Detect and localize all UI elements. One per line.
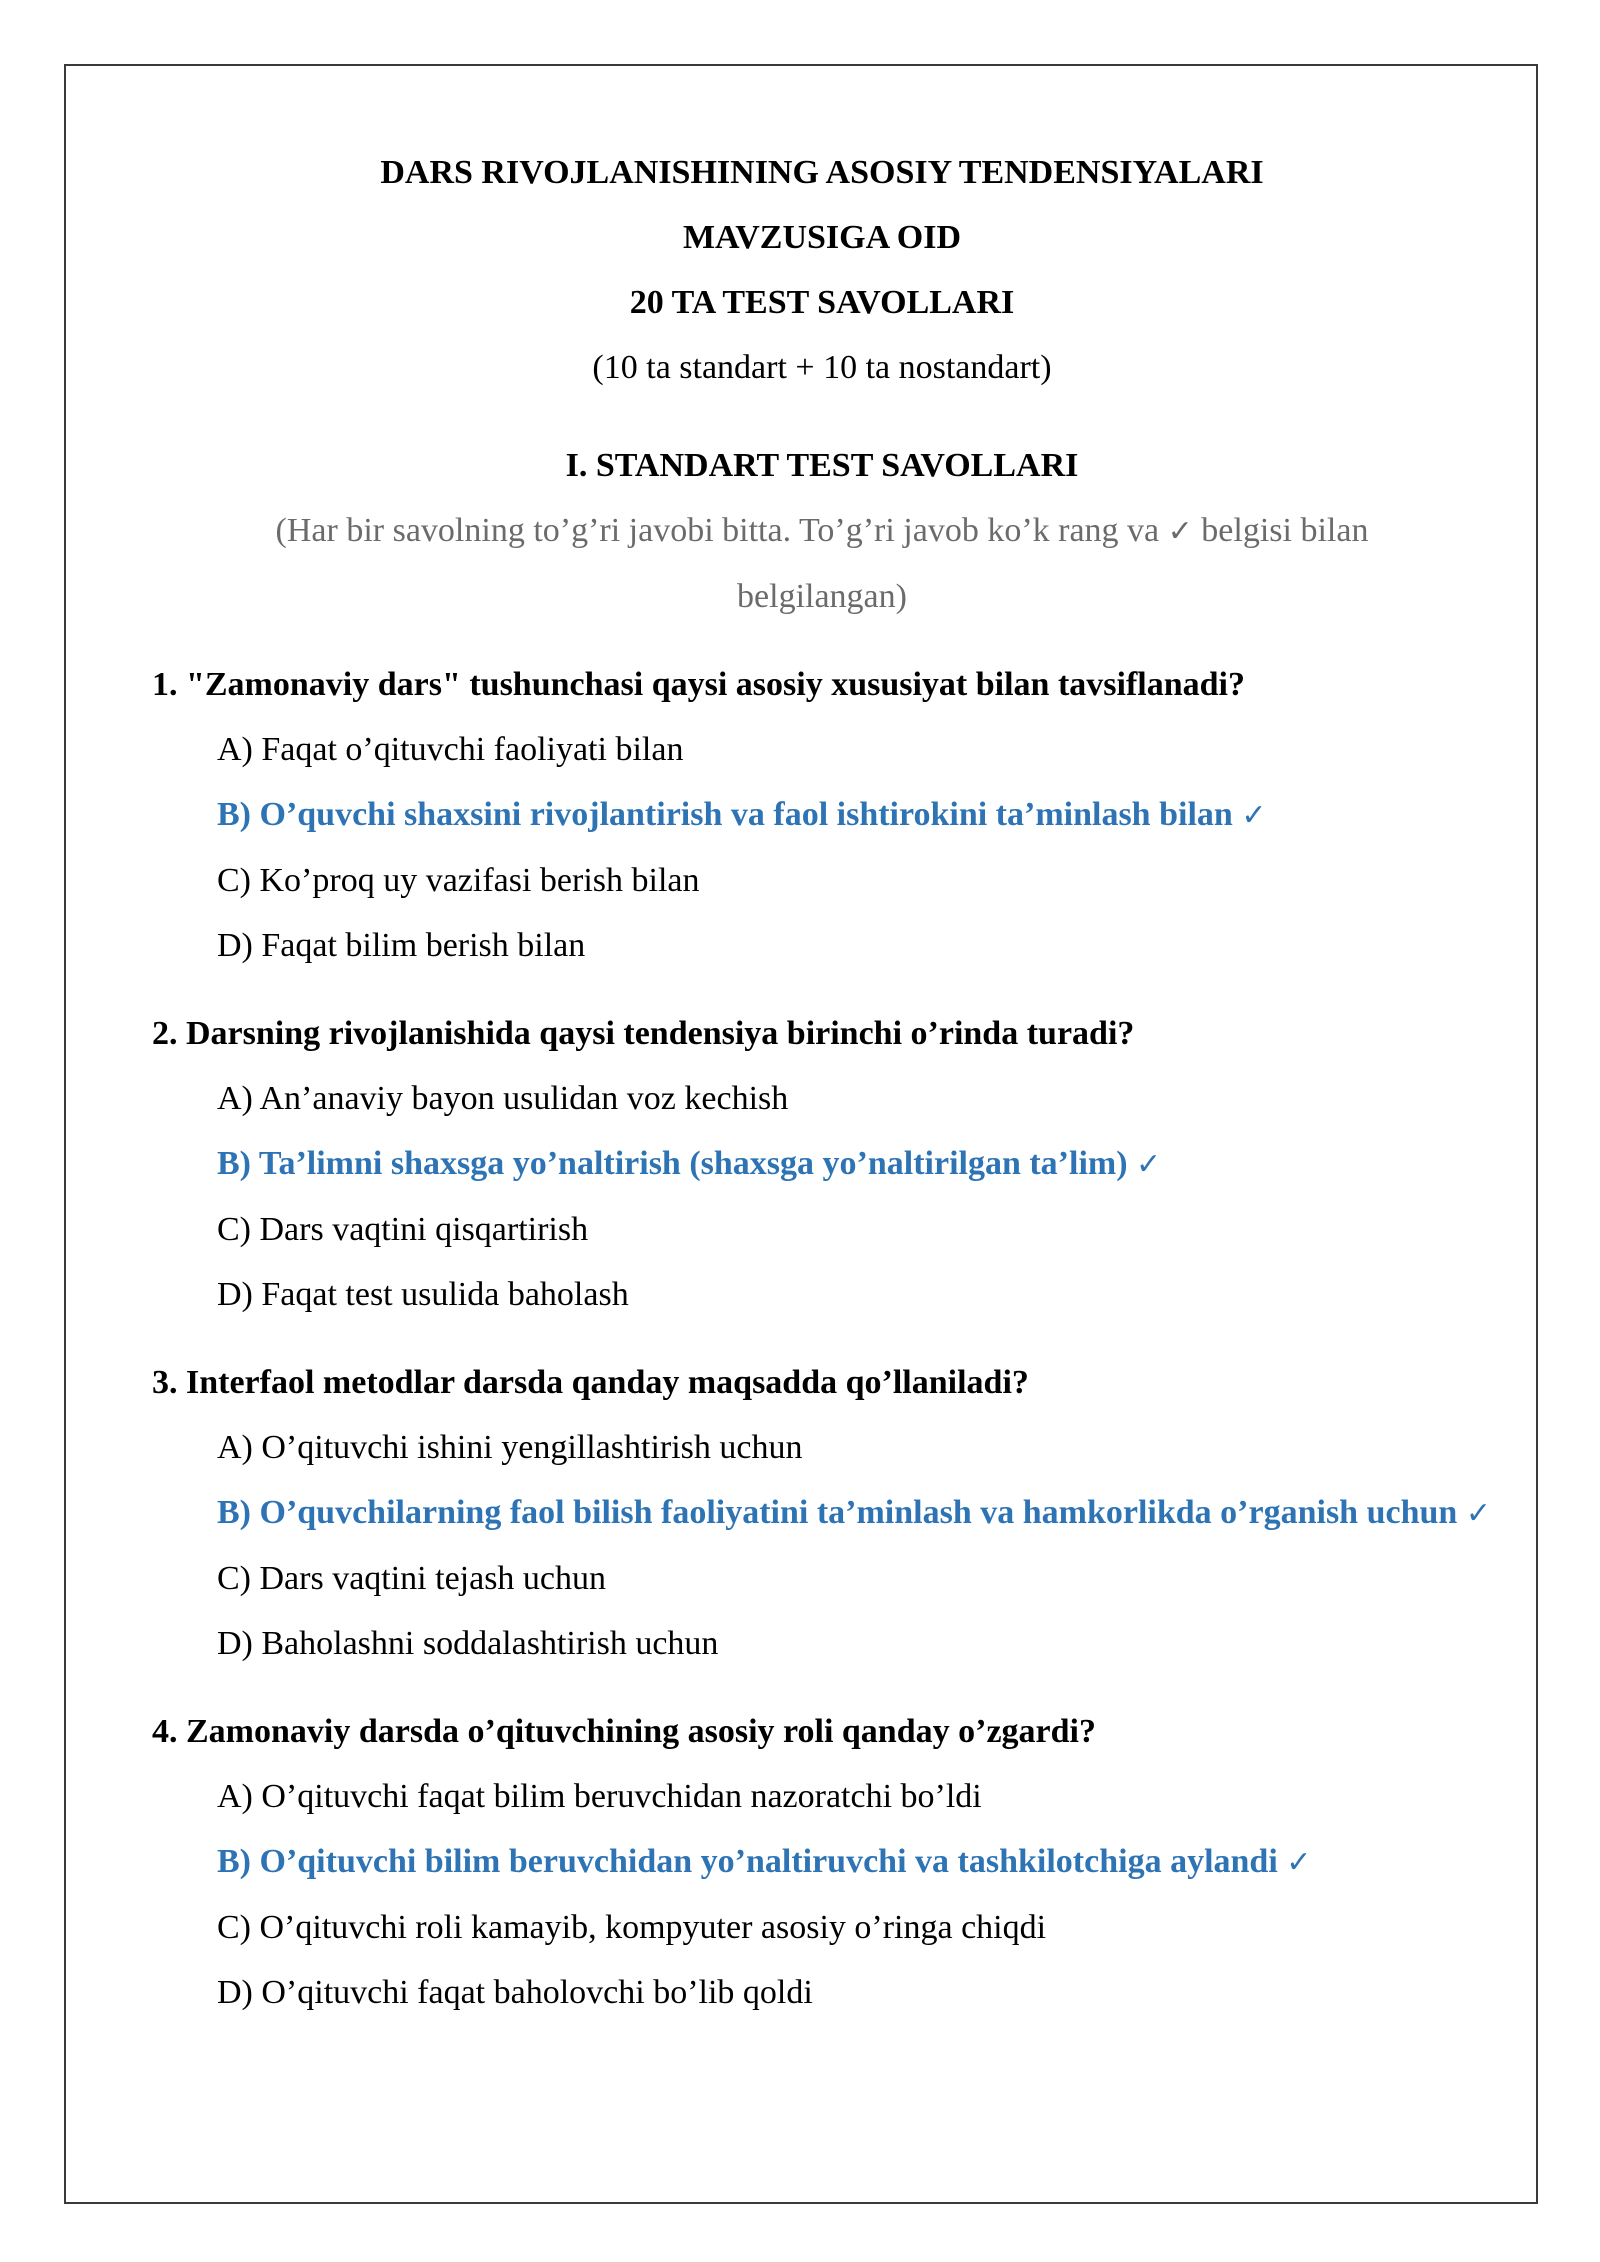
answer-option-text: A) O’qituvchi ishini yengillashtirish uchun bbox=[217, 1429, 803, 1466]
answer-option-text: D) Faqat test usulida baholash bbox=[217, 1276, 629, 1313]
question-item bbox=[152, 1350, 1492, 1676]
answer-option bbox=[217, 1546, 1492, 1611]
section-note-before: (Har bir savolning to’g’ri javobi bitta. To’g’ri javob ko’k rang va bbox=[275, 512, 1160, 549]
answer-option-text: D) Baholashni soddalashtirish uchun bbox=[217, 1625, 719, 1662]
question-item bbox=[152, 1001, 1492, 1327]
checkmark-icon: ✓ bbox=[1167, 514, 1193, 549]
answer-option-text: C) Dars vaqtini qisqartirish bbox=[217, 1211, 589, 1248]
question-text: 1. "Zamonaviy dars" tushunchasi qaysi asosiy xususiyat bilan tavsiflanadi? bbox=[152, 666, 1245, 703]
answer-option-text: C) Dars vaqtini tejash uchun bbox=[217, 1560, 607, 1597]
answer-option bbox=[217, 1415, 1492, 1480]
answer-option-correct bbox=[217, 1131, 1492, 1197]
answer-option bbox=[217, 1764, 1492, 1829]
answer-option-text: B) O’qituvchi bilim beruvchidan yo’naltiruvchi va tashkilotchiga aylandi bbox=[217, 1843, 1278, 1880]
section-heading: I. STANDART TEST SAVOLLARI bbox=[565, 447, 1079, 484]
question-text: 2. Darsning rivojlanishida qaysi tendensiya birinchi o’rinda turadi? bbox=[152, 1015, 1135, 1052]
answer-option-correct bbox=[217, 782, 1492, 848]
answer-option-text: C) O’qituvchi roli kamayib, kompyuter asosiy o’ringa chiqdi bbox=[217, 1909, 1047, 1946]
answer-option bbox=[217, 1611, 1492, 1676]
answer-option-text: D) O’qituvchi faqat baholovchi bo’lib qoldi bbox=[217, 1974, 813, 2011]
answer-option-correct bbox=[217, 1829, 1492, 1895]
document-content bbox=[152, 140, 1492, 2025]
answer-option-text: D) Faqat bilim berish bilan bbox=[217, 927, 586, 964]
question-list bbox=[152, 652, 1492, 2025]
section-note-after: belgisi bilan belgilangan) bbox=[737, 512, 1369, 615]
section-note bbox=[152, 498, 1492, 629]
title-line-1: DARS RIVOJLANISHINING ASOSIY TENDENSIYALARI bbox=[380, 154, 1264, 191]
question-text: 3. Interfaol metodlar darsda qanday maqsadda qo’llaniladi? bbox=[152, 1364, 1029, 1401]
title-line-3: 20 TA TEST SAVOLLARI bbox=[629, 284, 1015, 321]
question-text: 4. Zamonaviy darsda o’qituvchining asosiy roli qanday o’zgardi? bbox=[152, 1713, 1096, 1750]
answer-option bbox=[217, 1262, 1492, 1327]
answer-option bbox=[217, 1066, 1492, 1131]
checkmark-icon: ✓ bbox=[1465, 1496, 1491, 1531]
checkmark-icon: ✓ bbox=[1136, 1147, 1162, 1182]
answer-option bbox=[217, 1197, 1492, 1262]
subtitle: (10 ta standart + 10 ta nostandart) bbox=[592, 349, 1052, 386]
checkmark-icon: ✓ bbox=[1241, 798, 1267, 833]
answer-option bbox=[217, 848, 1492, 913]
question-item bbox=[152, 1699, 1492, 2025]
answer-option-correct bbox=[217, 1480, 1492, 1546]
answer-option bbox=[217, 717, 1492, 782]
checkmark-icon: ✓ bbox=[1286, 1845, 1312, 1880]
title-line-2: MAVZUSIGA OID bbox=[682, 219, 962, 256]
answer-option-text: A) Faqat o’qituvchi faoliyati bilan bbox=[217, 731, 684, 768]
answer-option bbox=[217, 1895, 1492, 1960]
document-header bbox=[152, 140, 1492, 400]
answer-option-text: A) O’qituvchi faqat bilim beruvchidan nazoratchi bo’ldi bbox=[217, 1778, 982, 1815]
answer-option-text: A) An’anaviy bayon usulidan voz kechish bbox=[217, 1080, 789, 1117]
answer-option-text: B) O’quvchilarning faol bilish faoliyatini ta’minlash va hamkorlikda o’rganish uchun bbox=[217, 1494, 1458, 1531]
answer-option-text: B) Ta’limni shaxsga yo’naltirish (shaxsga yo’naltirilgan ta’lim) bbox=[217, 1145, 1128, 1182]
answer-option bbox=[217, 913, 1492, 978]
answer-option-text: C) Ko’proq uy vazifasi berish bilan bbox=[217, 862, 700, 899]
answer-option-text: B) O’quvchi shaxsini rivojlantirish va faol ishtirokini ta’minlash bilan bbox=[217, 796, 1233, 833]
question-item bbox=[152, 652, 1492, 978]
section-header bbox=[152, 433, 1492, 629]
answer-option bbox=[217, 1960, 1492, 2025]
